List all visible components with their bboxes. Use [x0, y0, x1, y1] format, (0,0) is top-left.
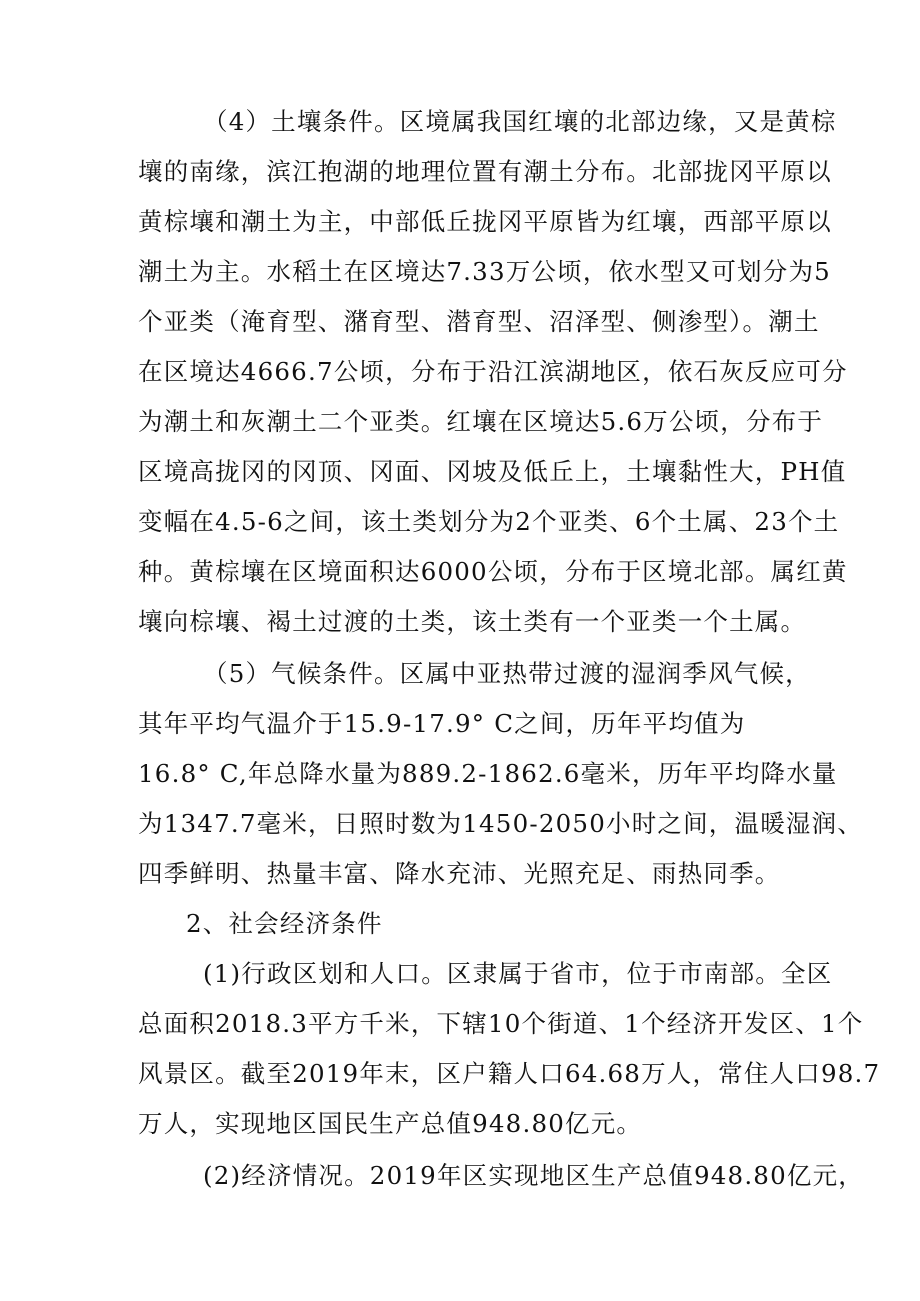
climate-paragraph-line-5: 四季鲜明、热量丰富、降水充沛、光照充足、雨热同季。 [138, 859, 781, 888]
admin-paragraph-line-2: 总面积2018.3平方千米，下辖10个街道、1个经济开发区、1个 [138, 1009, 864, 1038]
soil-paragraph-line-6: 在区境达4666.7公顷，分布于沿江滨湖地区，依石灰反应可分 [138, 357, 848, 386]
admin-paragraph-line-1: (1)行政区划和人口。区隶属于省市，位于市南部。全区 [203, 959, 833, 988]
climate-paragraph-line-2: 其年平均气温介于15.9-17.9° C之间，历年平均值为 [138, 709, 746, 738]
soil-paragraph-line-11: 壤向棕壤、褐土过渡的土类，该土类有一个亚类一个土属。 [138, 607, 807, 636]
climate-paragraph-line-4: 为1347.7毫米，日照时数为1450-2050小时之间，温暖湿润、 [138, 809, 864, 838]
soil-paragraph-line-7: 为潮土和灰潮土二个亚类。红壤在区境达5.6万公顷，分布于 [138, 407, 824, 436]
soil-paragraph-line-10: 种。黄棕壤在区境面积达6000公顷，分布于区境北部。属红黄 [138, 557, 848, 586]
soil-paragraph-line-3: 黄棕壤和潮土为主，中部低丘拢冈平原皆为红壤，西部平原以 [138, 207, 832, 236]
admin-paragraph-line-4: 万人，实现地区国民生产总值948.80亿元。 [138, 1109, 643, 1138]
soil-paragraph-line-5: 个亚类（淹育型、潴育型、潜育型、沼泽型、侧渗型）。潮土 [138, 307, 820, 336]
soil-paragraph-line-9: 变幅在4.5-6之间，该土类划分为2个亚类、6个土属、23个土 [138, 507, 840, 536]
economy-paragraph-line-1: (2)经济情况。2019年区实现地区生产总值948.80亿元， [203, 1161, 864, 1190]
climate-paragraph-line-1: （5）气候条件。区属中亚热带过渡的湿润季风气候， [203, 659, 811, 688]
section-heading-socioeconomic: 2、社会经济条件 [186, 909, 383, 938]
admin-paragraph-line-3: 风景区。截至2019年末，区户籍人口64.68万人，常住人口98.7 [138, 1059, 881, 1088]
soil-paragraph-line-8: 区境高拢冈的冈顶、冈面、冈坡及低丘上，土壤黏性大，PH值 [138, 457, 847, 486]
soil-paragraph-line-2: 壤的南缘，滨江抱湖的地理位置有潮土分布。北部拢冈平原以 [138, 157, 832, 186]
climate-paragraph-line-3: 16.8° C,年总降水量为889.2-1862.6毫米，历年平均降水量 [138, 759, 838, 788]
soil-paragraph-line-1: （4）土壤条件。区境属我国红壤的北部边缘，又是黄棕 [203, 107, 837, 136]
soil-paragraph-line-4: 潮土为主。水稻土在区境达7.33万公顷，依水型又可划分为5 [138, 257, 831, 286]
